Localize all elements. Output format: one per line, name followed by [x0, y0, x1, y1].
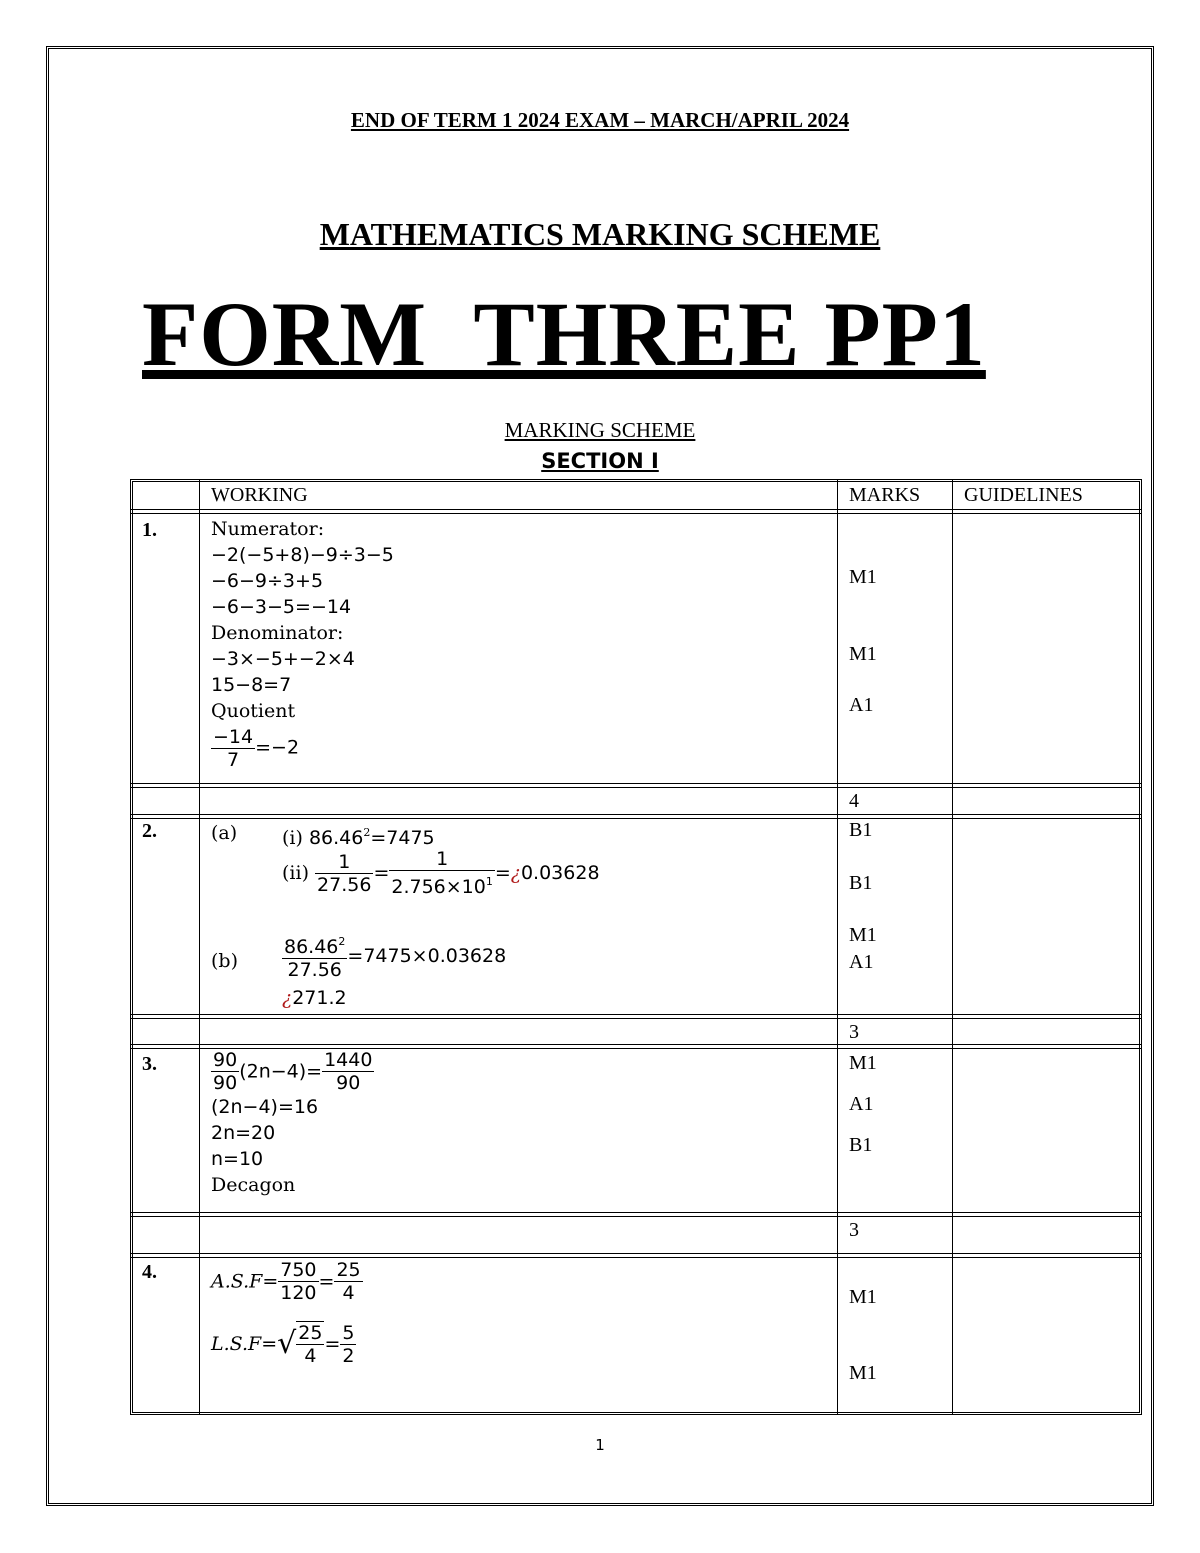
working-line: −3×−5+−2×4: [211, 648, 355, 670]
row-divider: [130, 509, 1142, 514]
col-divider: [952, 479, 953, 1415]
sub-title: MARKING SCHEME: [504, 418, 696, 442]
total-mark: 3: [849, 1021, 859, 1043]
header-guidelines: GUIDELINES: [964, 484, 1083, 506]
row-divider: [130, 1014, 1142, 1019]
working-line: Decagon: [211, 1174, 296, 1196]
question-number: 3.: [142, 1053, 157, 1075]
q2-answer: ¿271.2: [282, 987, 347, 1009]
q2-part-b: $\frac{86.46^2}{27.56}$ =7475×0.03628: [282, 931, 506, 981]
mark: M1: [849, 643, 877, 665]
question-number: 1.: [142, 519, 157, 541]
working-line: Numerator:: [211, 518, 325, 540]
q1-working: [211, 516, 394, 771]
scheme-title: MATHEMATICS MARKING SCHEME: [319, 216, 881, 252]
mark: M1: [849, 1286, 877, 1308]
q3-equation: $\frac{90}{90}$ (2n−4)= $\frac{1440}{90}$: [213, 1049, 373, 1094]
working-line: 2n=20: [211, 1122, 276, 1144]
question-number: 2.: [142, 820, 157, 842]
row-divider: [130, 783, 1142, 788]
working-line: −2(−5+8)−9÷3−5: [211, 544, 394, 566]
working-line: Denominator:: [211, 622, 344, 644]
section-title: SECTION I: [541, 449, 659, 473]
header-marks: MARKS: [849, 484, 921, 506]
working-line: n=10: [211, 1148, 264, 1170]
mark: A1: [849, 951, 874, 973]
q2-label-b: (b): [211, 950, 238, 972]
q4-asf: A.S.F= $\frac{750}{120}$ = $\frac{25}{4}$: [211, 1259, 361, 1304]
mark: M1: [849, 1052, 877, 1074]
q4-lsf: L.S.F=√ $\frac{25}{4}$ = $\frac{5}{2}$: [211, 1321, 355, 1367]
question-number: 4.: [142, 1261, 157, 1283]
working-line: (2n−4)=16: [211, 1096, 319, 1118]
working-line: −6−3−5=−14: [211, 596, 352, 618]
row-divider: [130, 814, 1142, 819]
mark: A1: [849, 1093, 874, 1115]
q2-part-ii: (ii) $\frac{1}{27.56}$ = $\frac{1}{2.756\times 10^1}$ =¿0.03628: [282, 848, 600, 898]
working-line: Quotient: [211, 700, 296, 722]
form-title: FORM THREE PP1: [142, 283, 986, 385]
header-working: WORKING: [211, 484, 308, 506]
mark: M1: [849, 1362, 877, 1384]
page-number: 1: [595, 1436, 605, 1454]
col-divider: [199, 479, 200, 1415]
q2-label-a: (a): [211, 822, 238, 844]
working-line: 15−8=7: [211, 674, 292, 696]
exam-title: END OF TERM 1 2024 EXAM – MARCH/APRIL 2024: [350, 108, 850, 132]
quotient-fraction: $\frac{-14}{7}$ =−2: [213, 726, 300, 771]
mark: B1: [849, 819, 873, 841]
mark: A1: [849, 694, 874, 716]
row-divider: [130, 1212, 1142, 1217]
mark: B1: [849, 872, 873, 894]
working-line: −6−9÷3+5: [211, 570, 324, 592]
total-mark: 3: [849, 1219, 859, 1241]
row-divider: [130, 1253, 1142, 1258]
mark: B1: [849, 1134, 873, 1156]
marking-table: [130, 479, 1142, 1415]
mark: M1: [849, 924, 877, 946]
q2-part-i: (i) $86.46^2=7475$: [282, 826, 435, 849]
col-divider: [837, 479, 838, 1415]
q3-working: [211, 1049, 374, 1198]
total-mark: 4: [849, 790, 859, 812]
sqrt-sign: √ $\frac{25}{4}$: [277, 1322, 323, 1367]
mark: M1: [849, 566, 877, 588]
